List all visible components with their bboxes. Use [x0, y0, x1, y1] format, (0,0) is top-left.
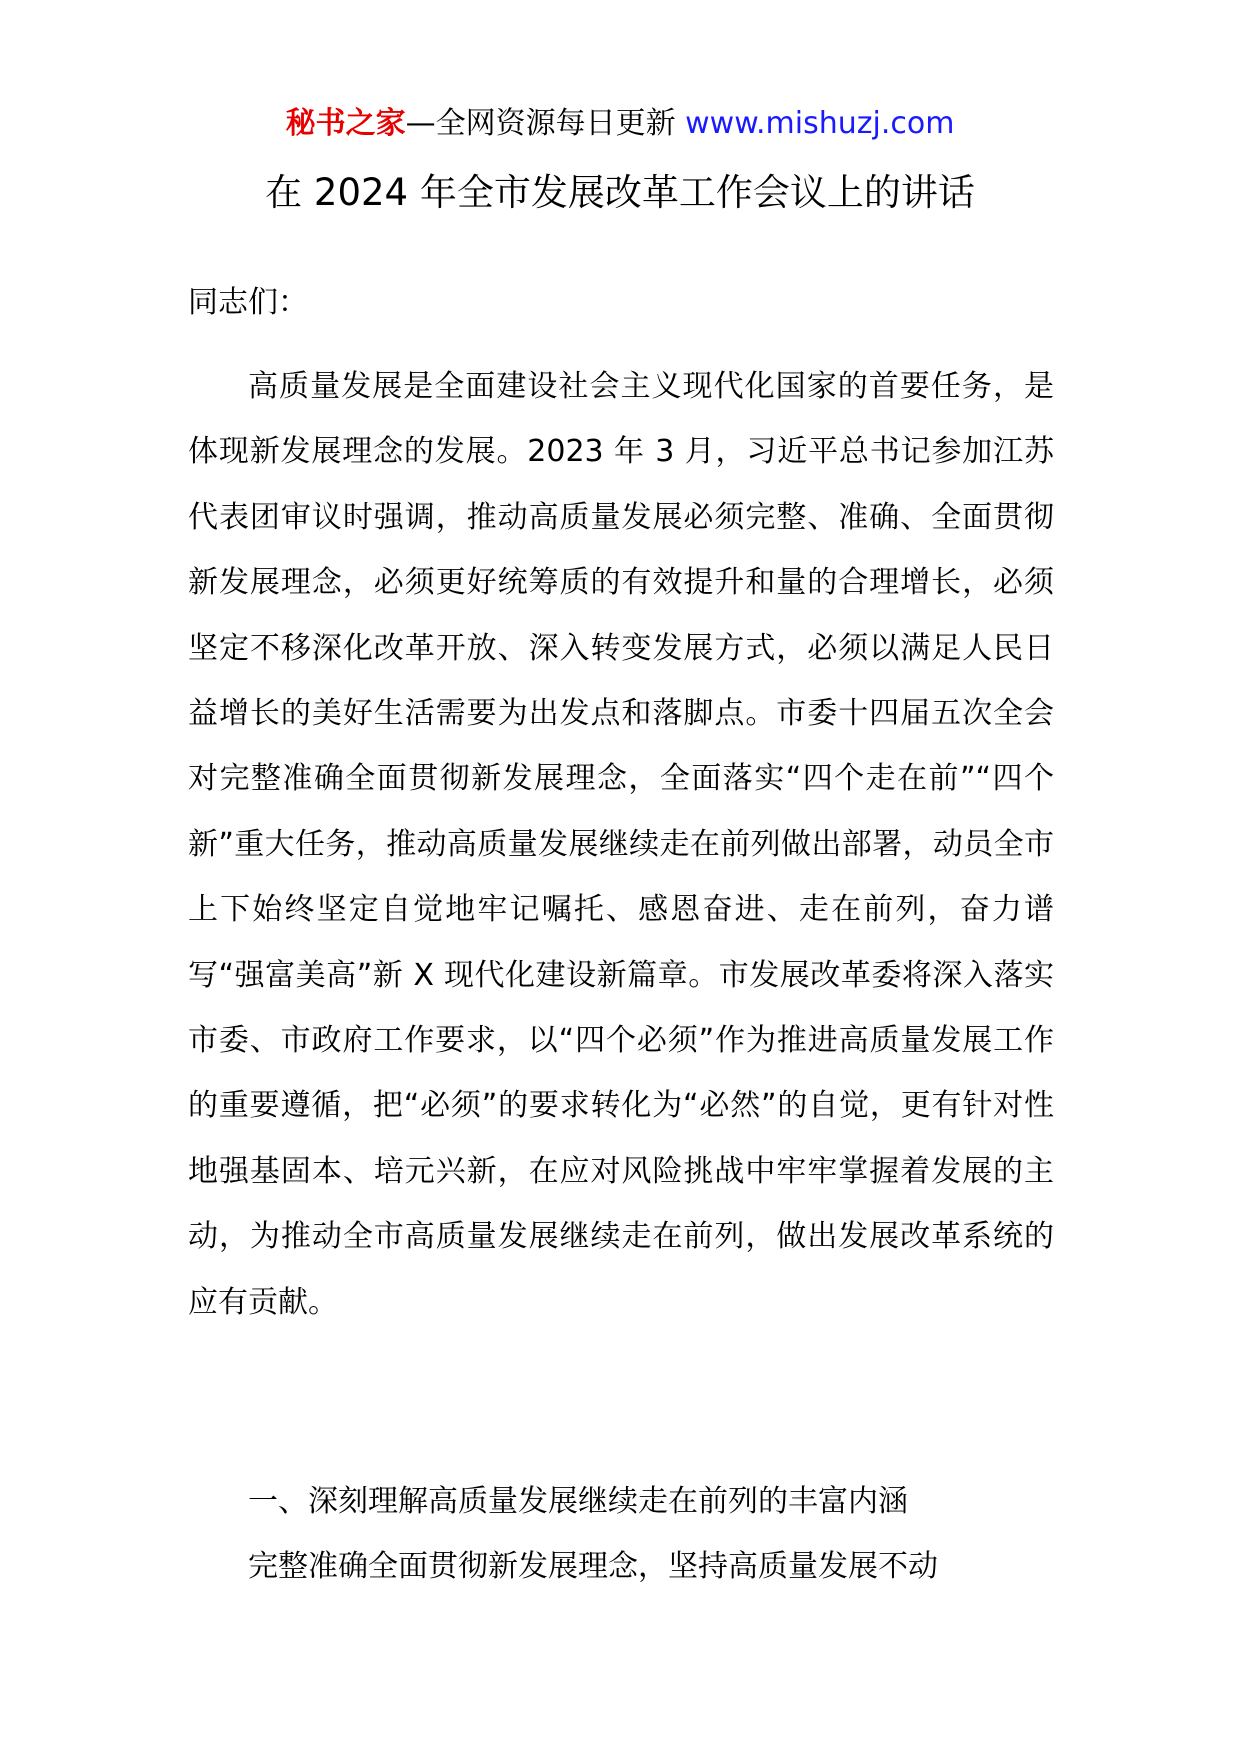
section-1-heading: 一、深刻理解高质量发展继续走在前列的丰富内涵 [248, 1484, 908, 1519]
salutation: 同志们： [188, 285, 308, 320]
site-header [0, 104, 1240, 144]
paragraph-2: 完整准确全面贯彻新发展理念，坚持高质量发展不动 [248, 1549, 938, 1584]
site-url: www.mishuzj.com [685, 106, 955, 141]
document-title: 在 2024 年全市发展改革工作会议上的讲话 [265, 171, 975, 214]
paragraph-1: 高质量发展是全面建设社会主义现代化国家的首要任务，是体现新发展理念的发展。2023 年 3 月，习近平总书记参加江苏代表团审议时强调，推动高质量发展必须完整、准确、全面贯彻新发展理念，必须更好统筹质的有效提升和量的合理增长，必须坚定不移深化改革开放、深入转变发展方式，必须以满足人民日益增长的美好生活需要为出发点和落脚点。市委十四届五次全会对完整准确全面贯彻新发展理念，全面落实“四个走在前”“四个新”重大任务，推动高质量发展继续走在前列做出部署，动员全市上下始终坚定自觉地牢记嘱托、感恩奋进、走在前列，奋力谱写“强富美高”新 X 现代化建设新篇章。市发展改革委将深入落实市委、市政府工作要求，以“四个必须”作为推进高质量发展工作的重要遵循，把“必须”的要求转化为“必然”的自觉，更有针对性地强基固本、培元兴新，在应对风险挑战中牢牢掌握着发展的主动，为推动全市高质量发展继续走在前列，做出发展改革系统的应有贡献。 [188, 369, 1054, 1320]
brand-name: 秘书之家 [285, 106, 406, 141]
header-tagline: —全网资源每日更新 [405, 106, 686, 141]
